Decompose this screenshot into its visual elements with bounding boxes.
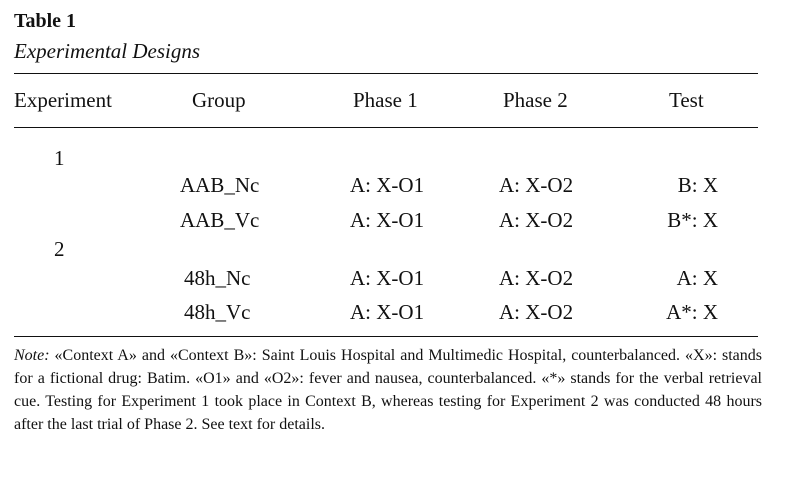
top-rule (14, 73, 758, 74)
test-cell: A*: X (666, 300, 718, 324)
test-cell: A: X (676, 266, 718, 290)
group-cell: 48h_Nc (184, 266, 251, 290)
bottom-rule (14, 336, 758, 337)
table-note (14, 344, 762, 436)
header-phase-2: Phase 2 (503, 88, 568, 112)
header-test: Test (669, 88, 704, 112)
header-group: Group (192, 88, 246, 112)
header-rule (14, 127, 758, 128)
experiment-1-number: 1 (54, 146, 65, 170)
group-cell: AAB_Vc (180, 208, 260, 232)
note-lead: Note: (14, 347, 50, 364)
experiment-2-number: 2 (54, 237, 65, 261)
table-caption: Experimental Designs (14, 39, 201, 63)
phase-2-cell: A: X-O2 (499, 266, 574, 290)
group-cell: 48h_Vc (184, 300, 251, 324)
test-cell: B*: X (667, 208, 718, 232)
table-label: Table 1 (14, 10, 77, 32)
phase-2-cell: A: X-O2 (499, 300, 574, 324)
phase-2-cell: A: X-O2 (499, 208, 574, 232)
header-experiment: Experiment (14, 88, 112, 112)
note-body: «Context A» and «Context B»: Saint Louis Hospital and Multimedic Hospital, counterbalanced. «X»: stands for a fictional drug: Batim. «O1» and «O2»: fever and nausea, counterbalanced. «*» stands for the verbal retrieval cue. Testing for Experiment 1 took place in Context B, whereas testing for Experiment 2 was conducted 48 hours after the last trial of Phase 2. See text for details. (14, 347, 762, 433)
phase-1-cell: A: X-O1 (350, 208, 425, 232)
group-cell: AAB_Nc (180, 173, 260, 197)
test-cell: B: X (677, 173, 718, 197)
header-phase-1: Phase 1 (353, 88, 418, 112)
phase-1-cell: A: X-O1 (350, 173, 425, 197)
phase-1-cell: A: X-O1 (350, 266, 425, 290)
phase-1-cell: A: X-O1 (350, 300, 425, 324)
phase-2-cell: A: X-O2 (499, 173, 574, 197)
